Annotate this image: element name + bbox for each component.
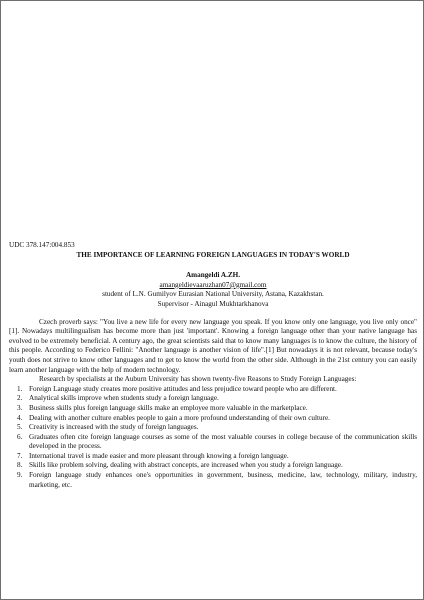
list-item-number: 2. — [17, 394, 23, 403]
list-item-number: 3. — [17, 403, 23, 412]
list-item-text: Dealing with another culture enables people to gain a more profound understanding of their own culture. — [29, 413, 330, 422]
list-item-text: Foreign language study enhances one's opportunities in government, business, medicine, law, technology, military, industry, marketing, etc. — [29, 471, 417, 489]
list-item-text: Business skills plus foreign language skills make an employee more valuable in the marketplace. — [29, 403, 308, 412]
udc-code: UDC 378.147:004.853 — [9, 241, 75, 249]
list-item — [17, 384, 417, 395]
list-item-text: International travel is made easier and more pleasant through knowing a foreign language. — [29, 451, 289, 460]
list-item — [17, 451, 417, 462]
list-item-number: 1. — [17, 384, 23, 393]
list-item-text: Foreign Language study creates more positive attitudes and less prejudice toward people who are different. — [29, 384, 337, 393]
list-item — [17, 471, 417, 490]
supervisor-line: Supervisor - Ainagul Mukhtarkhanova — [157, 299, 269, 308]
author-affiliation: student of L.N. Gumilyov Eurasian National University, Astana, Kazakhstan. — [102, 290, 324, 299]
list-item — [17, 432, 417, 452]
list-item-number: 4. — [17, 413, 23, 422]
reasons-list — [9, 385, 417, 491]
author-name: Amangeldi A.ZH. — [185, 271, 241, 280]
list-item-text: Skills like problem solving, dealing with abstract concepts, are increased when you study a foreign language. — [29, 461, 343, 470]
list-item-number: 8. — [17, 461, 23, 470]
list-item-number: 7. — [17, 451, 23, 460]
body-paragraph-2: Research by specialists at the Auburn University has shown twenty-five Reasons to Study Foreign Languages: — [39, 375, 357, 384]
list-item-text: Creativity is increased with the study of foreign languages. — [29, 423, 199, 432]
list-item — [17, 413, 417, 424]
list-item — [17, 461, 417, 471]
list-item — [17, 403, 417, 414]
list-item-number: 9. — [17, 471, 23, 480]
list-item — [17, 394, 417, 404]
document-content — [9, 241, 417, 490]
author-email: amangeldievaaruzhan07@gmail.com — [159, 280, 267, 289]
list-item — [17, 423, 417, 433]
list-item-number: 6. — [17, 432, 23, 441]
list-item-text: Analytical skills improve when students study a foreign language. — [29, 394, 219, 403]
list-item-text: Graduates often cite foreign language courses as some of the most valuable courses in college because of the communication skills developed in the process. — [29, 432, 417, 451]
list-item-number: 5. — [17, 423, 23, 432]
body-paragraph-1: Czech proverb says: "You live a new life for every new language you speak. If you know only one language, you live only once" [1]. Nowadays multilingualism has become more than just 'important'. Knowing a foreign language other than your native language has evolved to be extremely beneficial. A century ago, the great scientists said that to know many languages is to know the culture, the history of this people. According to Federico Fellini: "Another language is another vision of life".[1] But nowadays it is not relevant, because today's youth does not strive to know other languages and to get to know the world from the other side. Although in the 21st century you can easily learn another language with the help of modern technology. — [9, 317, 417, 374]
paper-title: THE IMPORTANCE OF LEARNING FOREIGN LANGUAGES IN TODAY'S WORLD — [76, 250, 350, 259]
